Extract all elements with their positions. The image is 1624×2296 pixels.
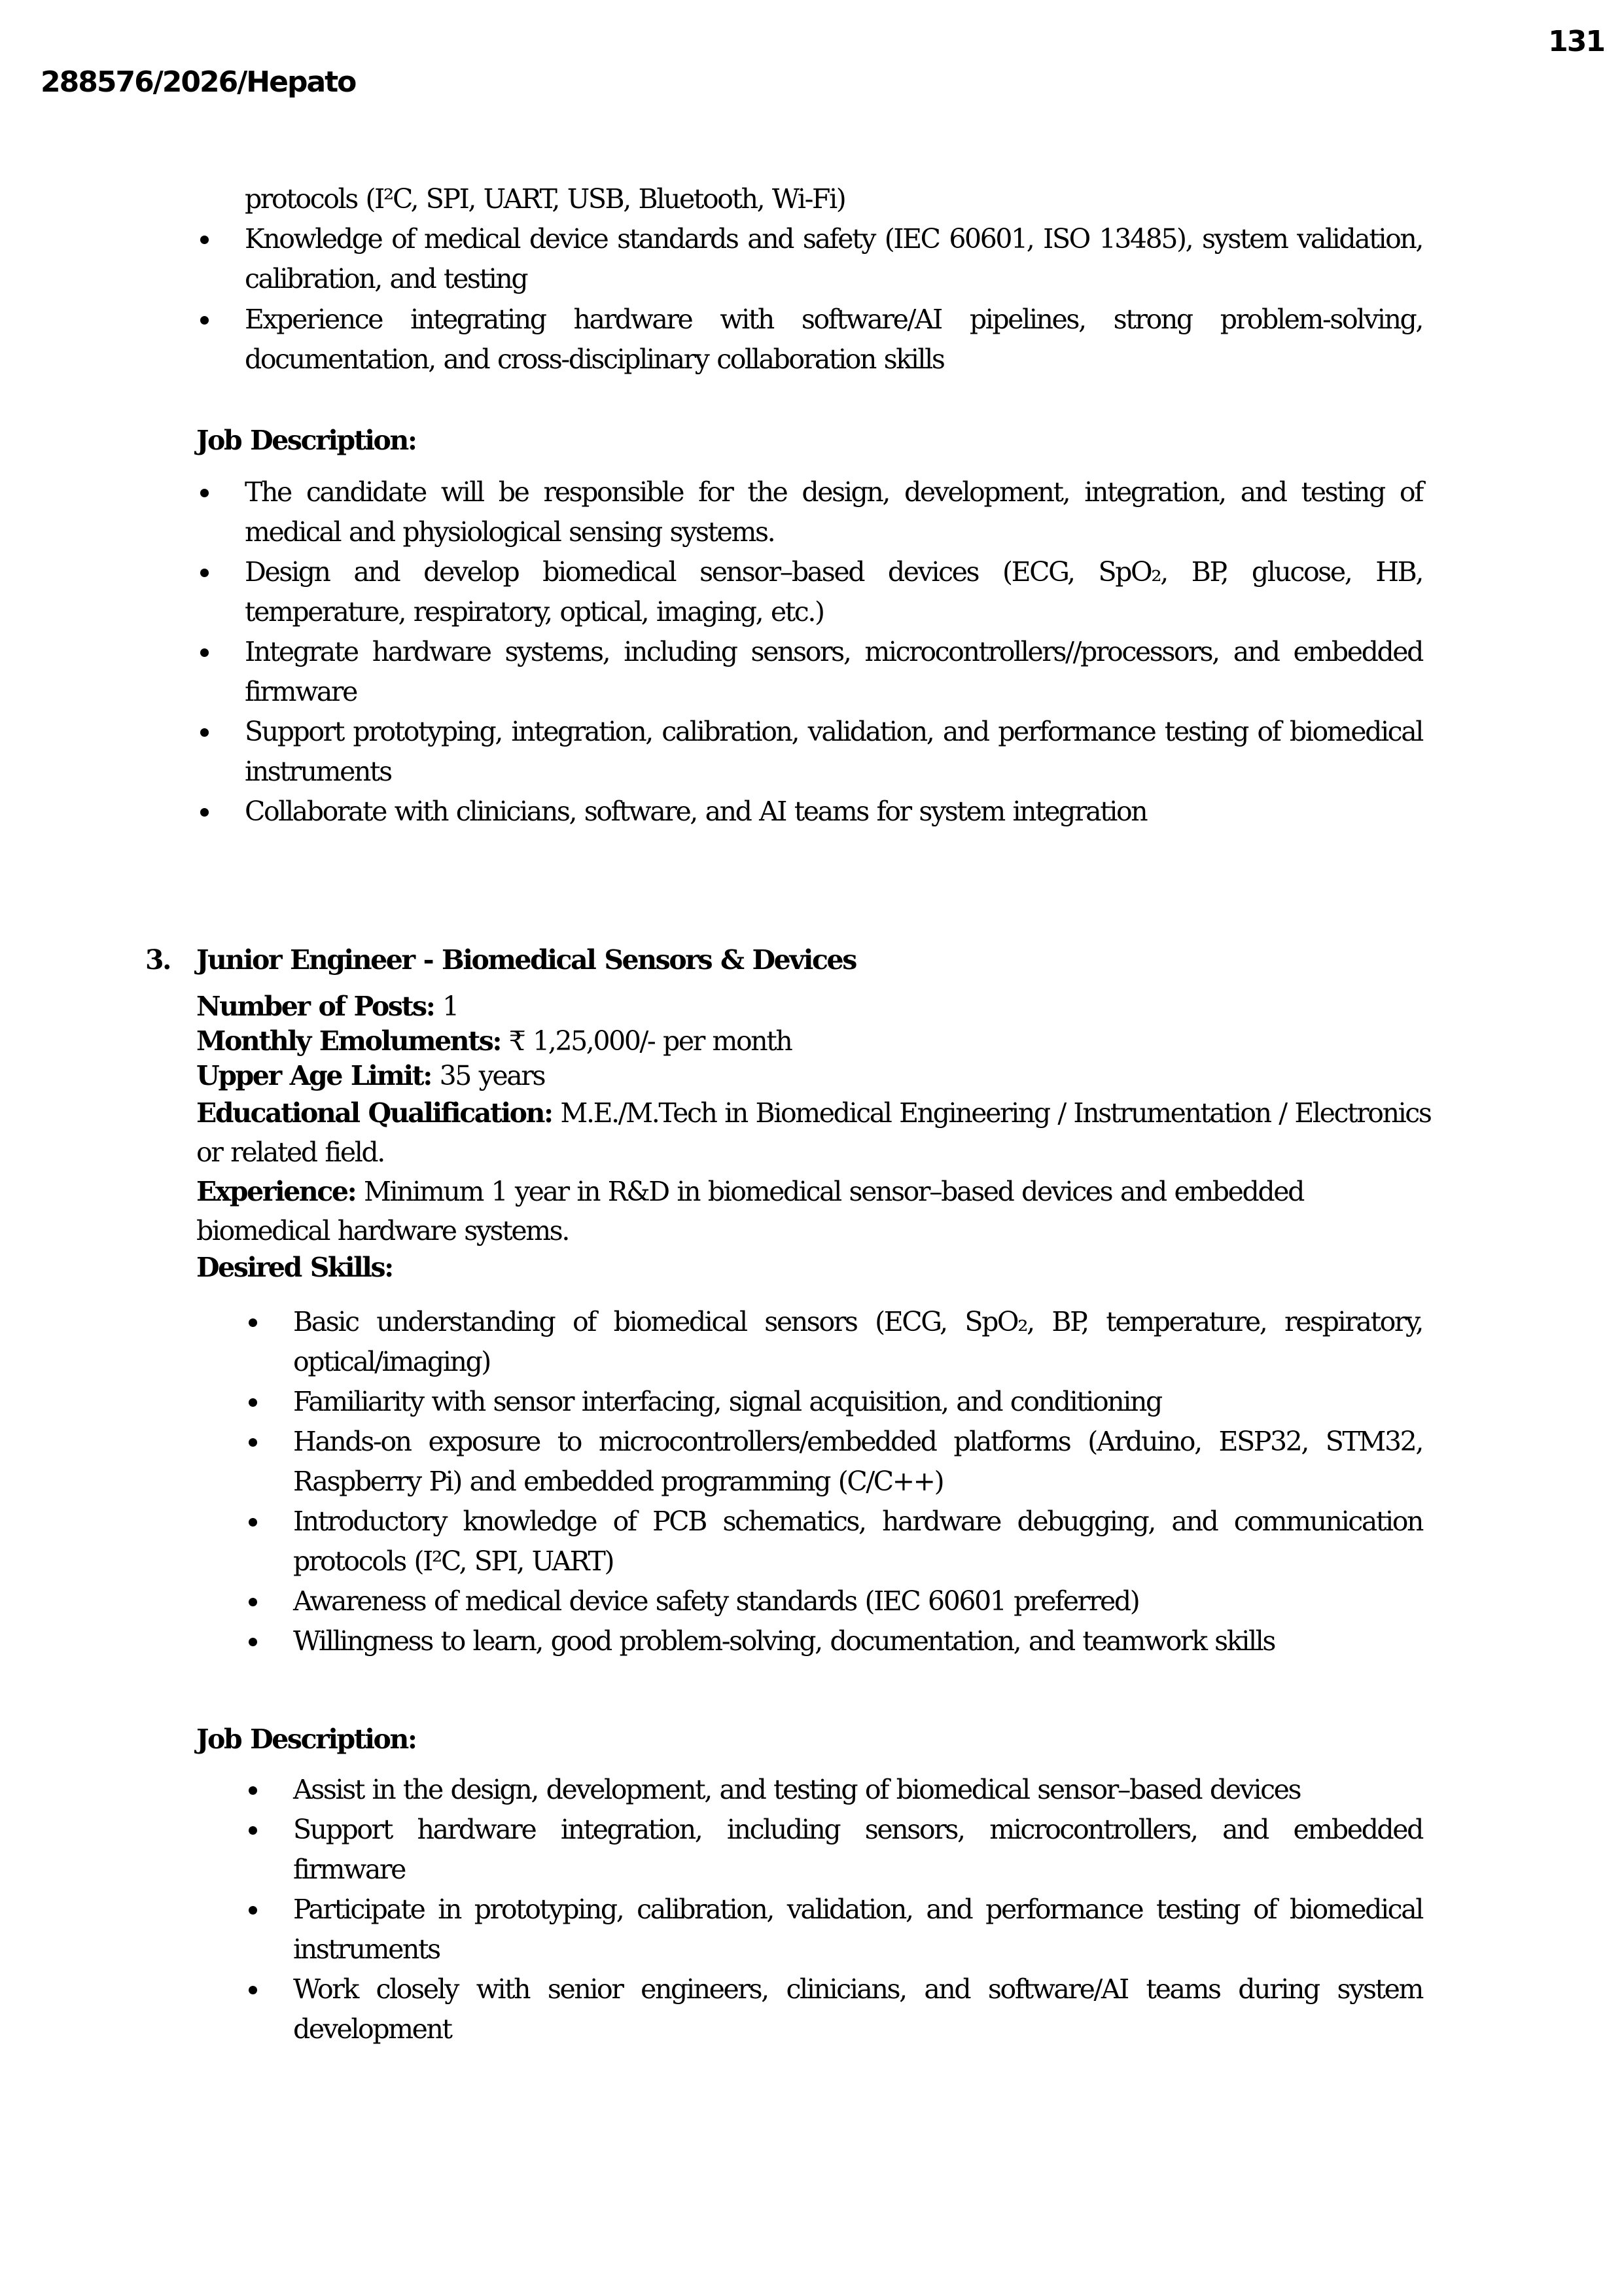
field-value: M.E./M.Tech in Biomedical Engineering / Instrumentation / Electronics or related field. <box>196 1097 1431 1168</box>
educational-qualification <box>196 1093 1439 1172</box>
list-item <box>245 792 1422 832</box>
list-item <box>245 219 1422 299</box>
field-value: 1 <box>434 991 458 1022</box>
bullet-icon <box>249 1826 257 1835</box>
field-label: Experience: <box>196 1176 356 1207</box>
bullet-icon <box>249 1638 257 1646</box>
experience <box>196 1172 1439 1250</box>
field-value: Minimum 1 year in R&D in biomedical sensor–based devices and embedded biomedical hardware systems. <box>196 1176 1303 1246</box>
job-description-text: Design and develop biomedical sensor–based devices (ECG, SpO₂, BP, glucose, HB, temperature, respiratory, optical, imaging, etc.) <box>245 556 1422 627</box>
bullet-icon <box>249 1986 257 1994</box>
field-label: Number of Posts: <box>196 991 434 1022</box>
skill-text: Familiarity with sensor interfacing, signal acquisition, and conditioning <box>293 1386 1161 1417</box>
field-label: Upper Age Limit: <box>196 1060 431 1091</box>
bullet-icon <box>249 1318 257 1327</box>
list-item <box>245 712 1422 792</box>
bullet-icon <box>200 569 209 577</box>
job-description-text: Participate in prototyping, calibration, validation, and performance testing of biomedical instruments <box>293 1894 1422 1965</box>
list-item <box>245 472 1422 552</box>
field-value: 35 years <box>431 1060 545 1091</box>
job-description-text: Assist in the design, development, and testing of biomedical sensor–based devices <box>293 1774 1301 1805</box>
list-item <box>293 1969 1422 2049</box>
bullet-icon <box>200 316 209 325</box>
field-label: Educational Qualification: <box>196 1097 552 1129</box>
list-item <box>293 1621 1422 1661</box>
bullet-icon <box>249 1598 257 1606</box>
job-description-text: The candidate will be responsible for the design, development, integration, and testing of medical and physiological sensing systems. <box>245 476 1422 548</box>
job-description-text: Support prototyping, integration, calibration, validation, and performance testing of biomedical instruments <box>245 716 1422 787</box>
list-item <box>293 1581 1422 1621</box>
job-description-text: Support hardware integration, including sensors, microcontrollers, and embedded firmware <box>293 1814 1422 1885</box>
skill-text: Awareness of medical device safety standards (IEC 60601 preferred) <box>293 1585 1139 1617</box>
section3-job-description-list <box>293 1770 1422 2049</box>
job-description-heading: Job Description: <box>196 1723 416 1755</box>
document-id: 288576/2026/Hepato <box>41 65 356 99</box>
list-item <box>245 552 1422 632</box>
list-item <box>245 632 1422 712</box>
bullet-icon <box>200 808 209 817</box>
field-label: Monthly Emoluments: <box>196 1025 501 1057</box>
bullet-icon <box>249 1906 257 1915</box>
skill-text: Experience integrating hardware with software/AI pipelines, strong problem-solving, documentation, and cross-disciplinary collaboration skills <box>245 304 1422 375</box>
bullet-icon <box>249 1518 257 1527</box>
list-item <box>293 1382 1422 1422</box>
list-item <box>293 1302 1422 1382</box>
skill-text: Willingness to learn, good problem-solving, documentation, and teamwork skills <box>293 1625 1275 1657</box>
bullet-icon <box>249 1398 257 1407</box>
section-number: 3. <box>145 944 171 976</box>
list-item <box>293 1810 1422 1890</box>
bullet-icon <box>200 236 209 244</box>
job-fields <box>196 989 1439 1285</box>
bullet-icon <box>200 489 209 497</box>
section-title: Junior Engineer - Biomedical Sensors & Devices <box>196 944 856 976</box>
list-item <box>293 1502 1422 1581</box>
list-item <box>293 1422 1422 1502</box>
job-description-text: Work closely with senior engineers, clinicians, and software/AI teams during system development <box>293 1973 1422 2045</box>
monthly-emoluments <box>196 1024 1439 1059</box>
job-description-text: Integrate hardware systems, including sensors, microcontrollers//processors, and embedded firmware <box>245 636 1422 707</box>
job-description-heading: Job Description: <box>196 425 416 456</box>
number-of-posts <box>196 989 1439 1024</box>
upper-age-limit <box>196 1059 1439 1093</box>
bullet-icon <box>249 1438 257 1447</box>
skill-text: Introductory knowledge of PCB schematics, hardware debugging, and communication protocols (I²C, SPI, UART) <box>293 1506 1422 1577</box>
list-item <box>293 1770 1422 1810</box>
desired-skills-list <box>293 1302 1422 1661</box>
bullet-icon <box>200 728 209 737</box>
bullet-icon <box>200 648 209 657</box>
desired-skills-heading: Desired Skills: <box>196 1252 393 1283</box>
list-item <box>245 300 1422 380</box>
skill-text: Basic understanding of biomedical sensors (ECG, SpO₂, BP, temperature, respiratory, optical/imaging) <box>293 1306 1422 1377</box>
section2-skills-list <box>245 219 1422 380</box>
bullet-icon <box>249 1786 257 1795</box>
page-number: 131 <box>1548 25 1604 58</box>
list-item <box>293 1890 1422 1969</box>
skill-text: Hands-on exposure to microcontrollers/embedded platforms (Arduino, ESP32, STM32, Raspberry Pi) and embedded programming (C/C++) <box>293 1426 1422 1497</box>
skill-text: Knowledge of medical device standards and safety (IEC 60601, ISO 13485), system validation, calibration, and testing <box>245 223 1422 294</box>
field-value: ₹ 1,25,000/- per month <box>501 1025 792 1057</box>
section2-job-description-list <box>245 472 1422 832</box>
job-description-text: Collaborate with clinicians, software, and AI teams for system integration <box>245 796 1147 827</box>
carryover-line: protocols (I²C, SPI, UART, USB, Bluetooth, Wi-Fi) <box>245 183 845 215</box>
